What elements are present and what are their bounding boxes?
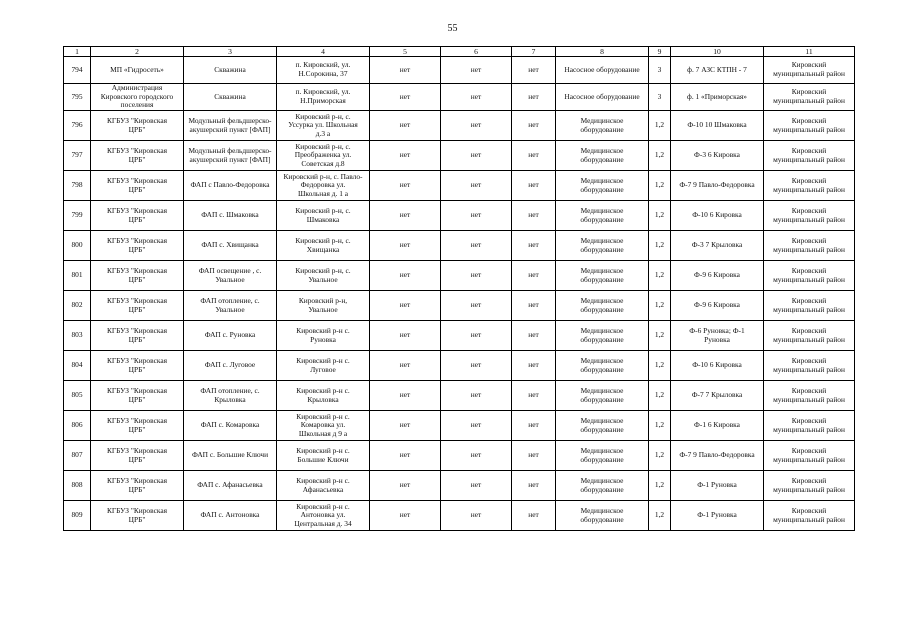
object-cell: ФАП с. Луговое [184, 351, 277, 381]
col6-cell: нет [441, 261, 512, 291]
address-cell: Кировский р-н с. Большие Ключи [277, 441, 370, 471]
address-cell: п. Кировский, ул. Н.Приморская [277, 84, 370, 111]
object-cell: ФАП с. Хвищанка [184, 231, 277, 261]
object-cell: ФАП с. Комаровка [184, 411, 277, 441]
owner-cell: КГБУЗ "Кировская ЦРБ" [91, 111, 184, 141]
col7-cell: нет [512, 141, 556, 171]
table-row [64, 321, 855, 351]
table-row [64, 171, 855, 201]
table-row [64, 381, 855, 411]
district-cell: Кировский муниципальный район [764, 231, 855, 261]
registry-table [63, 46, 855, 531]
col6-cell: нет [441, 141, 512, 171]
col6-cell: нет [441, 201, 512, 231]
table-row [64, 261, 855, 291]
owner-cell: КГБУЗ "Кировская ЦРБ" [91, 231, 184, 261]
category-cell: 1,2 [649, 381, 671, 411]
district-cell: Кировский муниципальный район [764, 441, 855, 471]
row-number: 797 [64, 141, 91, 171]
owner-cell: КГБУЗ "Кировская ЦРБ" [91, 261, 184, 291]
col7-cell: нет [512, 351, 556, 381]
col5-cell: нет [370, 84, 441, 111]
district-cell: Кировский муниципальный район [764, 291, 855, 321]
column-number: 9 [649, 47, 671, 57]
owner-cell: КГБУЗ "Кировская ЦРБ" [91, 351, 184, 381]
equipment-cell: Насосное оборудование [556, 84, 649, 111]
col6-cell: нет [441, 231, 512, 261]
table-row [64, 201, 855, 231]
category-cell: 1,2 [649, 321, 671, 351]
feeder-cell: Ф-10 6 Кировка [671, 201, 764, 231]
district-cell: Кировский муниципальный район [764, 84, 855, 111]
column-number: 10 [671, 47, 764, 57]
feeder-cell: Ф-7 9 Павло-Федоровка [671, 171, 764, 201]
address-cell: Кировский р-н с. Руновка [277, 321, 370, 351]
feeder-cell: Ф-6 Руновка; Ф-1 Руновка [671, 321, 764, 351]
address-cell: Кировский р-н, с. Преображенка ул. Советская д.8 [277, 141, 370, 171]
owner-cell: МП «Гидросеть» [91, 57, 184, 84]
col6-cell: нет [441, 501, 512, 531]
col6-cell: нет [441, 321, 512, 351]
table-row [64, 57, 855, 84]
col7-cell: нет [512, 321, 556, 351]
equipment-cell: Медицинское оборудование [556, 351, 649, 381]
col5-cell: нет [370, 441, 441, 471]
category-cell: 1,2 [649, 171, 671, 201]
row-number: 796 [64, 111, 91, 141]
equipment-cell: Медицинское оборудование [556, 171, 649, 201]
table-row [64, 501, 855, 531]
col5-cell: нет [370, 381, 441, 411]
equipment-cell: Медицинское оборудование [556, 231, 649, 261]
column-number: 11 [764, 47, 855, 57]
col6-cell: нет [441, 351, 512, 381]
category-cell: 3 [649, 84, 671, 111]
column-number: 5 [370, 47, 441, 57]
equipment-cell: Медицинское оборудование [556, 141, 649, 171]
owner-cell: КГБУЗ "Кировская ЦРБ" [91, 381, 184, 411]
category-cell: 1,2 [649, 501, 671, 531]
col6-cell: нет [441, 57, 512, 84]
district-cell: Кировский муниципальный район [764, 261, 855, 291]
equipment-cell: Медицинское оборудование [556, 201, 649, 231]
col5-cell: нет [370, 411, 441, 441]
owner-cell: Администрация Кировского городского поселения [91, 84, 184, 111]
owner-cell: КГБУЗ "Кировская ЦРБ" [91, 291, 184, 321]
district-cell: Кировский муниципальный район [764, 57, 855, 84]
equipment-cell: Медицинское оборудование [556, 471, 649, 501]
column-number: 7 [512, 47, 556, 57]
owner-cell: КГБУЗ "Кировская ЦРБ" [91, 471, 184, 501]
district-cell: Кировский муниципальный район [764, 201, 855, 231]
column-number: 2 [91, 47, 184, 57]
page-number: 55 [447, 23, 458, 34]
equipment-cell: Медицинское оборудование [556, 261, 649, 291]
col7-cell: нет [512, 171, 556, 201]
equipment-cell: Медицинское оборудование [556, 111, 649, 141]
col7-cell: нет [512, 261, 556, 291]
col6-cell: нет [441, 441, 512, 471]
col7-cell: нет [512, 441, 556, 471]
category-cell: 1,2 [649, 261, 671, 291]
col7-cell: нет [512, 411, 556, 441]
object-cell: ФАП с. Большие Ключи [184, 441, 277, 471]
col6-cell: нет [441, 411, 512, 441]
col5-cell: нет [370, 141, 441, 171]
address-cell: Кировский р-н с. Крыловка [277, 381, 370, 411]
row-number: 794 [64, 57, 91, 84]
district-cell: Кировский муниципальный район [764, 171, 855, 201]
address-cell: Кировский р-н, с. Увальное [277, 261, 370, 291]
feeder-cell: Ф-3 7 Крыловка [671, 231, 764, 261]
equipment-cell: Медицинское оборудование [556, 381, 649, 411]
object-cell: ФАП с. Афанасьевка [184, 471, 277, 501]
owner-cell: КГБУЗ "Кировская ЦРБ" [91, 201, 184, 231]
owner-cell: КГБУЗ "Кировская ЦРБ" [91, 501, 184, 531]
col6-cell: нет [441, 291, 512, 321]
object-cell: Скважина [184, 57, 277, 84]
address-cell: Кировский р-н с. Афанасьевка [277, 471, 370, 501]
category-cell: 1,2 [649, 231, 671, 261]
equipment-cell: Медицинское оборудование [556, 411, 649, 441]
table-row [64, 84, 855, 111]
object-cell: Модульный фельдшерско- акушерский пункт [ФАП] [184, 111, 277, 141]
feeder-cell: Ф-10 10 Шмаковка [671, 111, 764, 141]
category-cell: 1,2 [649, 411, 671, 441]
table-row [64, 291, 855, 321]
col5-cell: нет [370, 261, 441, 291]
category-cell: 1,2 [649, 441, 671, 471]
category-cell: 3 [649, 57, 671, 84]
equipment-cell: Медицинское оборудование [556, 501, 649, 531]
feeder-cell: ф. 1 «Приморская» [671, 84, 764, 111]
district-cell: Кировский муниципальный район [764, 111, 855, 141]
feeder-cell: Ф-9 6 Кировка [671, 291, 764, 321]
address-cell: Кировский р-н с. Комаровка ул. Школьная д 9 а [277, 411, 370, 441]
col5-cell: нет [370, 291, 441, 321]
district-cell: Кировский муниципальный район [764, 381, 855, 411]
feeder-cell: ф. 7 АЗС КТПН - 7 [671, 57, 764, 84]
district-cell: Кировский муниципальный район [764, 411, 855, 441]
owner-cell: КГБУЗ "Кировская ЦРБ" [91, 321, 184, 351]
row-number: 800 [64, 231, 91, 261]
row-number: 795 [64, 84, 91, 111]
column-number-row [64, 47, 855, 57]
col5-cell: нет [370, 111, 441, 141]
column-number: 6 [441, 47, 512, 57]
object-cell: ФАП освещение , с. Увальное [184, 261, 277, 291]
table-row [64, 411, 855, 441]
col5-cell: нет [370, 231, 441, 261]
col6-cell: нет [441, 471, 512, 501]
col6-cell: нет [441, 84, 512, 111]
col7-cell: нет [512, 201, 556, 231]
district-cell: Кировский муниципальный район [764, 501, 855, 531]
equipment-cell: Медицинское оборудование [556, 291, 649, 321]
object-cell: ФАП с Павло-Федоровка [184, 171, 277, 201]
district-cell: Кировский муниципальный район [764, 321, 855, 351]
row-number: 807 [64, 441, 91, 471]
feeder-cell: Ф-1 6 Кировка [671, 411, 764, 441]
col6-cell: нет [441, 171, 512, 201]
feeder-cell: Ф-3 6 Кировка [671, 141, 764, 171]
row-number: 804 [64, 351, 91, 381]
row-number: 802 [64, 291, 91, 321]
col7-cell: нет [512, 231, 556, 261]
col5-cell: нет [370, 201, 441, 231]
row-number: 803 [64, 321, 91, 351]
feeder-cell: Ф-1 Руновка [671, 471, 764, 501]
column-number: 4 [277, 47, 370, 57]
table-row [64, 471, 855, 501]
table-row [64, 441, 855, 471]
col7-cell: нет [512, 291, 556, 321]
address-cell: Кировский р-н, Увальное [277, 291, 370, 321]
equipment-cell: Медицинское оборудование [556, 441, 649, 471]
col5-cell: нет [370, 57, 441, 84]
feeder-cell: Ф-1 Руновка [671, 501, 764, 531]
row-number: 806 [64, 411, 91, 441]
address-cell: п. Кировский, ул. Н.Сорокина, 37 [277, 57, 370, 84]
object-cell: ФАП с. Руновка [184, 321, 277, 351]
table-row [64, 141, 855, 171]
category-cell: 1,2 [649, 111, 671, 141]
object-cell: Модульный фельдшерско- акушерский пункт [ФАП] [184, 141, 277, 171]
column-number: 1 [64, 47, 91, 57]
address-cell: Кировский р-н с. Луговое [277, 351, 370, 381]
row-number: 801 [64, 261, 91, 291]
address-cell: Кировский р-н, с. Павло- Федоровка ул. Школьная д. 1 а [277, 171, 370, 201]
col7-cell: нет [512, 501, 556, 531]
category-cell: 1,2 [649, 201, 671, 231]
table-row [64, 351, 855, 381]
category-cell: 1,2 [649, 351, 671, 381]
owner-cell: КГБУЗ "Кировская ЦРБ" [91, 141, 184, 171]
table-row [64, 111, 855, 141]
col7-cell: нет [512, 381, 556, 411]
address-cell: Кировский р-н, с. Шмаковка [277, 201, 370, 231]
feeder-cell: Ф-9 6 Кировка [671, 261, 764, 291]
equipment-cell: Насосное оборудование [556, 57, 649, 84]
row-number: 805 [64, 381, 91, 411]
feeder-cell: Ф-10 6 Кировка [671, 351, 764, 381]
category-cell: 1,2 [649, 291, 671, 321]
col5-cell: нет [370, 171, 441, 201]
col6-cell: нет [441, 381, 512, 411]
col5-cell: нет [370, 471, 441, 501]
col7-cell: нет [512, 111, 556, 141]
column-number: 8 [556, 47, 649, 57]
col7-cell: нет [512, 84, 556, 111]
row-number: 808 [64, 471, 91, 501]
object-cell: ФАП отопление, с. Увальное [184, 291, 277, 321]
category-cell: 1,2 [649, 471, 671, 501]
col6-cell: нет [441, 111, 512, 141]
address-cell: Кировский р-н, с. Хвищанка [277, 231, 370, 261]
row-number: 809 [64, 501, 91, 531]
col7-cell: нет [512, 57, 556, 84]
column-number: 3 [184, 47, 277, 57]
row-number: 799 [64, 201, 91, 231]
equipment-cell: Медицинское оборудование [556, 321, 649, 351]
table-row [64, 231, 855, 261]
object-cell: ФАП с. Антоновка [184, 501, 277, 531]
object-cell: Скважина [184, 84, 277, 111]
district-cell: Кировский муниципальный район [764, 471, 855, 501]
object-cell: ФАП с. Шмаковка [184, 201, 277, 231]
col7-cell: нет [512, 471, 556, 501]
object-cell: ФАП отопление, с. Крыловка [184, 381, 277, 411]
col5-cell: нет [370, 351, 441, 381]
category-cell: 1,2 [649, 141, 671, 171]
address-cell: Кировский р-н, с. Уссурка ул. Школьная д.3 а [277, 111, 370, 141]
feeder-cell: Ф-7 9 Павло-Федоровка [671, 441, 764, 471]
owner-cell: КГБУЗ "Кировская ЦРБ" [91, 171, 184, 201]
address-cell: Кировский р-н с. Антоновка ул. Центральная д. 34 [277, 501, 370, 531]
district-cell: Кировский муниципальный район [764, 141, 855, 171]
owner-cell: КГБУЗ "Кировская ЦРБ" [91, 441, 184, 471]
owner-cell: КГБУЗ "Кировская ЦРБ" [91, 411, 184, 441]
col5-cell: нет [370, 321, 441, 351]
feeder-cell: Ф-7 7 Крыловка [671, 381, 764, 411]
col5-cell: нет [370, 501, 441, 531]
district-cell: Кировский муниципальный район [764, 351, 855, 381]
row-number: 798 [64, 171, 91, 201]
